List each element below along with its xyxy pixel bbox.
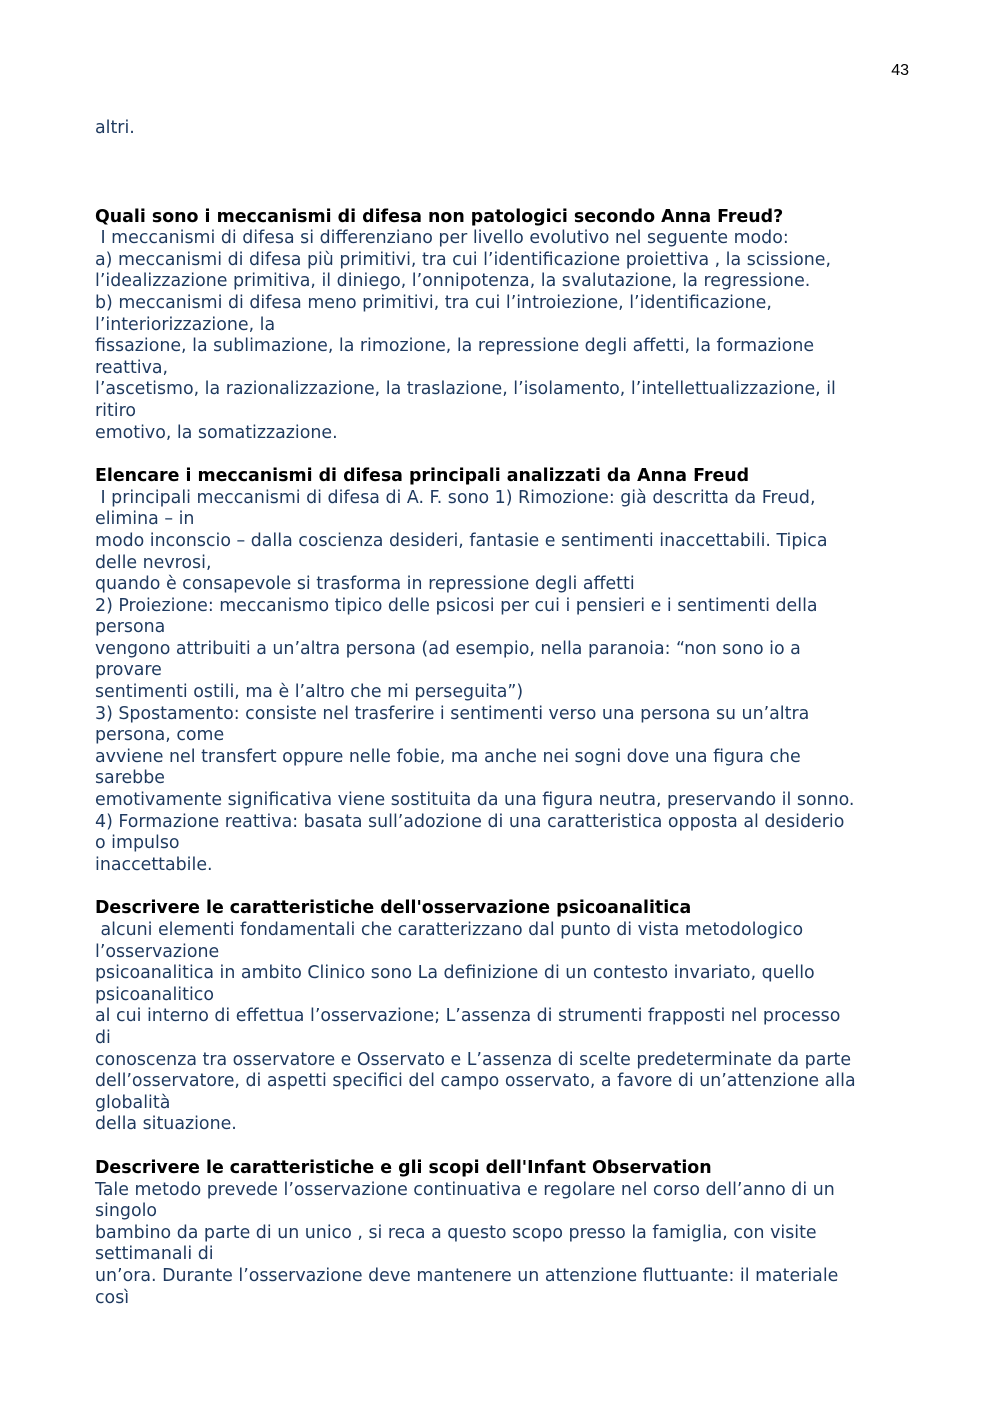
section-text-line: modo inconscio – dalla coscienza desideri, fantasie e sentimenti inaccettabili. Tipica xyxy=(95,530,828,551)
section-text-line: bambino da parte di un unico , si reca a questo scopo presso la famiglia, con visite xyxy=(95,1222,817,1243)
section-text-line: emotivo, la somatizzazione. xyxy=(95,422,338,443)
section-4 xyxy=(95,1158,910,1309)
section-text-line: settimanali di xyxy=(95,1244,214,1265)
page-number: 43 xyxy=(891,62,909,79)
section-heading: Quali sono i meccanismi di difesa non patologici secondo Anna Freud? xyxy=(95,206,784,227)
section-text-line: 2) Proiezione: meccanismo tipico delle psicosi per cui i pensieri e i sentimenti della xyxy=(95,595,818,616)
section-3 xyxy=(95,898,910,1136)
section-text-line: così xyxy=(95,1287,130,1308)
section-text-line: avviene nel transfert oppure nelle fobie, ma anche nei sogni dove una figura che xyxy=(95,746,801,767)
section-heading: Elencare i meccanismi di difesa principali analizzati da Anna Freud xyxy=(95,466,750,487)
section-text-line: conoscenza tra osservatore e Osservato e L’assenza di scelte predeterminate da parte xyxy=(95,1049,852,1070)
spacer xyxy=(95,1136,910,1158)
section-text-line: a) meccanismi di difesa più primitivi, tra cui l’identificazione proiettiva , la scissione, xyxy=(95,249,831,270)
section-text-line: I meccanismi di difesa si differenziano per livello evolutivo nel seguente modo: xyxy=(95,228,789,249)
section-text-line: inaccettabile. xyxy=(95,854,213,875)
document-body xyxy=(95,118,910,1309)
section-text-line: 3) Spostamento: consiste nel trasferire i sentimenti verso una persona su un’altra xyxy=(95,703,810,724)
section-text-line: sarebbe xyxy=(95,768,165,789)
section-text-line: provare xyxy=(95,660,162,681)
section-text-line: vengono attribuiti a un’altra persona (ad esempio, nella paranoia: “non sono io a xyxy=(95,638,801,659)
spacer xyxy=(95,140,910,207)
section-text-line: fissazione, la sublimazione, la rimozione, la repressione degli affetti, la formazione xyxy=(95,336,815,357)
section-text-line: psicoanalitico xyxy=(95,984,214,1005)
intro-text: altri. xyxy=(95,118,135,138)
section-2 xyxy=(95,466,910,876)
section-text-line: 4) Formazione reattiva: basata sull’adozione di una caratteristica opposta al desiderio xyxy=(95,811,845,832)
section-text-line: o impulso xyxy=(95,833,180,854)
section-text-line: persona xyxy=(95,617,166,638)
section-heading: Descrivere le caratteristiche dell'osservazione psicoanalitica xyxy=(95,898,692,919)
section-text-line: di xyxy=(95,1027,111,1048)
section-text-line: reattiva, xyxy=(95,357,169,378)
section-text-line: sentimenti ostili, ma è l’altro che mi perseguita”) xyxy=(95,682,524,703)
section-text-line: b) meccanismi di difesa meno primitivi, tra cui l’introiezione, l’identificazione, xyxy=(95,292,772,313)
section-text-line: psicoanalitica in ambito Clinico sono La definizione di un contesto invariato, quello xyxy=(95,963,815,984)
section-text-line: emotivamente significativa viene sostituita da una figura neutra, preservando il sonno. xyxy=(95,790,855,811)
spacer xyxy=(95,444,910,466)
section-text-line: l’ascetismo, la razionalizzazione, la traslazione, l’isolamento, l’intellettualizzazione, il xyxy=(95,379,836,400)
section-text-line: Tale metodo prevede l’osservazione continuativa e regolare nel corso dell’anno di un xyxy=(95,1179,835,1200)
section-heading: Descrivere le caratteristiche e gli scopi dell'Infant Observation xyxy=(95,1157,712,1178)
section-text-line: quando è consapevole si trasforma in repressione degli affetti xyxy=(95,574,635,595)
section-text-line: delle nevrosi, xyxy=(95,552,212,573)
section-text-line: I principali meccanismi di difesa di A. F. sono 1) Rimozione: già descritta da Freud, xyxy=(95,487,816,508)
section-text-line: l’idealizzazione primitiva, il diniego, l’onnipotenza, la svalutazione, la regressione. xyxy=(95,271,811,292)
section-text-line: l’interiorizzazione, la xyxy=(95,314,276,335)
section-text-line: alcuni elementi fondamentali che caratterizzano dal punto di vista metodologico xyxy=(95,920,804,940)
section-text-line: ritiro xyxy=(95,400,137,421)
section-text-line: al cui interno di effettua l’osservazione; L’assenza di strumenti frapposti nel processo xyxy=(95,1006,841,1027)
section-1 xyxy=(95,207,910,445)
section-text-line: singolo xyxy=(95,1201,158,1222)
section-text-line: un’ora. Durante l’osservazione deve mantenere un attenzione fluttuante: il materiale xyxy=(95,1265,839,1286)
sections-container xyxy=(95,207,910,1310)
section-text-line: l’osservazione xyxy=(95,941,220,962)
section-text-line: globalità xyxy=(95,1092,171,1113)
section-text-line: persona, come xyxy=(95,725,225,746)
section-text-line: elimina – in xyxy=(95,509,195,530)
section-text-line: dell’osservatore, di aspetti specifici del campo osservato, a favore di un’attenzione alla xyxy=(95,1071,856,1092)
spacer xyxy=(95,876,910,898)
section-text-line: della situazione. xyxy=(95,1114,237,1135)
